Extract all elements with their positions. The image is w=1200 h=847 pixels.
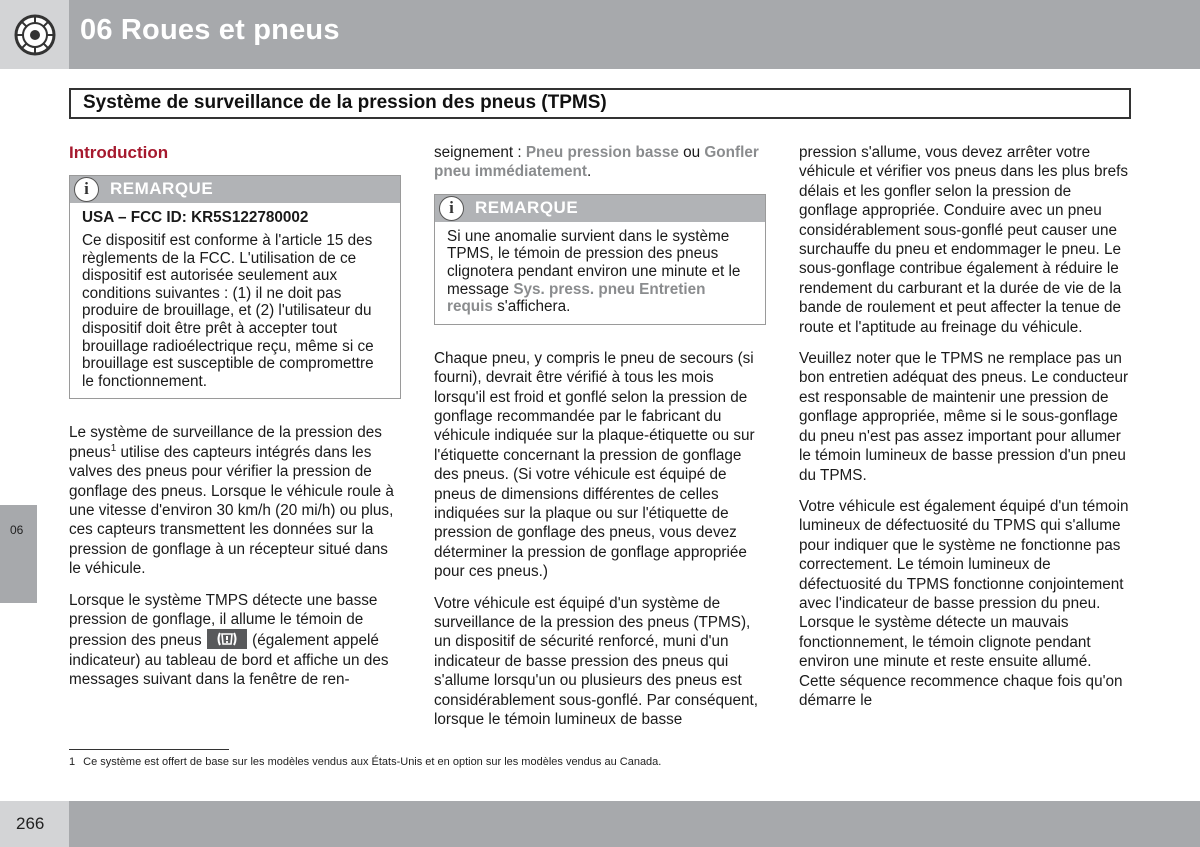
display-message: Pneu pression basse: [525, 144, 679, 161]
side-tab-label: 06: [10, 523, 24, 537]
note-subtitle: USA – FCC ID: KR5S122780002: [82, 209, 309, 227]
column-2: [434, 143, 766, 742]
footnote-ref[interactable]: 1: [110, 442, 117, 454]
chapter-icon-box: [0, 0, 69, 69]
info-icon: i: [74, 177, 99, 202]
note-header: [70, 176, 400, 203]
chapter-header: [0, 0, 1200, 69]
text-span: s'affichera.: [492, 298, 571, 316]
text-span: seignement :: [434, 144, 526, 161]
page-number-box: [0, 801, 69, 847]
paragraph: Veuillez noter que le TPMS ne remplace pas un bon entretien adéquat des pneus. Le conducteur est responsable de maintenir une pression de gonflage appropriée, même si le sous-gonflage du pneu n'est pas assez important pour allumer le témoin lumineux de basse pression d'un pneu du TPMS.: [799, 350, 1129, 484]
chapter-title: 06 Roues et pneus: [80, 14, 340, 46]
paragraph: Chaque pneu, y compris le pneu de secours (si fourni), devrait être vérifié à tous les mois lorsqu'il est froid et gonflé selon la pression de gonflage recommandée par le fabricant du véhicule indiquée sur la plaque-étiquette ou sur l'étiquette concernant la pression de gonflage des pneus. (Si votre véhicule est équipé de pneus de dimensions différentes de celles indiquées sur la plaque ou sur l'étiquette de pression de gonflage des pneus, vous devez déterminer la pression de gonflage appropriée pour ces pneus.): [434, 349, 755, 581]
paragraph: pression s'allume, vous devez arrêter votre véhicule et vérifier vos pneus dans les plus brefs délais et les gonfler selon la pression de gonflage appropriée. Conduire avec un pneu considérablement sous-gonflé peut causer une surchauffe du pneu et endommager le pneu. Le sous-gonflage contribue également à réduire le rendement du carburant et la durée de vie de la bande de roulement et peut affecter la tenue de route et l'aptitude au freinage du véhicule.: [799, 144, 1129, 336]
note-header: [435, 195, 765, 222]
text-span: Si une anomalie survient dans le système TPMS, le témoin de pression des pneus clignotera pendant environ une minute et le message: [447, 227, 741, 298]
footnote-text: Ce système est offert de base sur les modèles vendus aux États-Unis et en option sur les modèles vendus au Canada.: [83, 756, 662, 768]
column-1: [69, 140, 401, 702]
text-span: ou: [678, 144, 705, 161]
note-body: [435, 222, 765, 324]
page-number: 266: [16, 814, 45, 833]
section-title-box: [69, 88, 1131, 119]
text-span: Le système de surveillance de la pression des pneus: [69, 424, 382, 461]
paragraph: [434, 143, 766, 182]
page-footer: [0, 801, 1200, 847]
display-message: Gonfler pneu immédiatement: [434, 144, 759, 181]
note-text: Ce dispositif est conforme à l'article 15 des règlements de la FCC. L'utilisation de ce dispositif est autorisée seulement aux conditions suivantes : (1) il ne doit pas produire de brouillage, et (2) l'utilisateur du dispositif doit être prêt à accepter tout brouillage radioélectrique reçu, même si ce brouillage est susceptible de compromettre le fonctionnement.: [82, 232, 374, 390]
info-icon: i: [439, 196, 464, 221]
footnote: [69, 756, 661, 768]
tire-icon: [14, 14, 56, 56]
section-title: Système de surveillance de la pression des pneus (TPMS): [83, 92, 607, 113]
paragraph: [69, 423, 401, 578]
tpms-warning-icon: [207, 629, 247, 649]
text-span: (également appelé indicateur) au tableau de bord et affiche un des messages suivant dans la fenêtre de ren-: [69, 632, 389, 689]
intro-heading: Introduction: [69, 143, 169, 162]
footnote-rule: [69, 749, 229, 750]
malfunction-note: [434, 194, 766, 325]
chapter-side-tab: [0, 505, 37, 603]
column-3: [799, 143, 1131, 722]
display-message: Sys. press. pneu Entretien requis: [447, 280, 706, 316]
footnote-number: 1: [69, 756, 76, 768]
note-text: [447, 228, 753, 316]
paragraph: Votre véhicule est équipé d'un système de surveillance de la pression des pneus (TPMS), un dispositif de sécurité renforcé, muni d'un indicateur de basse pression des pneus qui s'allume lorsqu'un ou plusieurs des pneus est considérablement sous-gonflé. Par conséquent, lorsque le témoin lumineux de basse: [434, 594, 758, 729]
text-span: utilise des capteurs intégrés dans les valves des pneus pour vérifier la pression de gonflage des pneus. Lorsque le véhicule roule à une vitesse d'environ 30 km/h (20 mi/h) ou plus, ces capteurs transmettent les données sur la pression de gonflage à un récepteur situé dans le véhicule.: [69, 443, 394, 578]
text-span: Lorsque le système TMPS détecte une basse pression de gonflage, il allume le témoin de pression des pneus: [69, 591, 378, 650]
note-label: REMARQUE: [475, 197, 579, 217]
fcc-note: [69, 175, 401, 399]
paragraph: Votre véhicule est également équipé d'un témoin lumineux de défectuosité du TPMS qui s'allume pour indiquer que le système ne fonctionne pas correctement. Le témoin lumineux de défectuosité du TPMS fonctionne conjointement avec l'indicateur de basse pression du pneu. Lorsque le système détecte un mauvais fonctionnement, le témoin clignote pendant environ une minute et reste ensuite allumé. Cette séquence recommence chaque fois qu'on démarre le: [799, 497, 1129, 709]
note-body: [70, 203, 400, 398]
paragraph: [69, 591, 401, 690]
note-label: REMARQUE: [110, 179, 214, 199]
text-span: .: [587, 163, 592, 181]
